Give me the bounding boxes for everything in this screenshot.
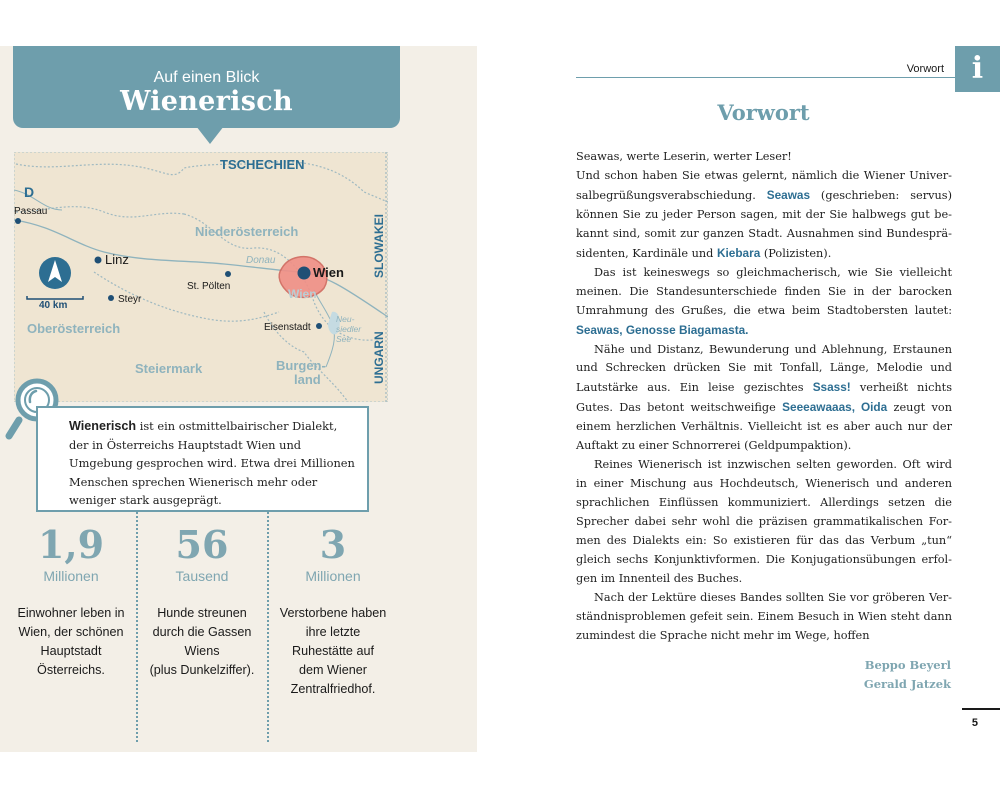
chapter-title: Vorwort — [717, 100, 810, 125]
paragraph: Seawas, werte Leserin, werter Leser! — [576, 150, 792, 163]
map-label-burgenland-1: Burgen- — [276, 358, 326, 373]
scale-bar-label: 40 km — [39, 300, 68, 311]
map-label-eisenstadt: Eisenstadt — [264, 322, 311, 333]
left-page — [0, 46, 477, 752]
stat-dogs — [137, 524, 267, 680]
stat-line: Zentralfriedhof. — [290, 682, 376, 696]
info-icon: i — [955, 46, 1000, 92]
map-label-st-poelten: St. Pölten — [187, 281, 231, 292]
stat-line: Hunde streunen — [157, 606, 247, 620]
dialect-term: Seawas — [766, 187, 811, 202]
map-label-wien-state: Wien — [288, 287, 317, 301]
stat-number: 1,9 — [37, 522, 105, 567]
stat-description — [137, 604, 267, 680]
stat-line: Hauptstadt — [40, 644, 102, 658]
page-number: 5 — [971, 717, 978, 729]
paragraph: Nach der Lektüre dieses Bandes sollten Sie vor gröberen Verständnisproblemen gefeit sein. Einem Besuch in Wien steht dann zumindest die Sprache nicht mehr im Wege, hoffen — [576, 590, 952, 642]
map-label-upper-austria: Oberösterreich — [27, 321, 121, 336]
footer-rule — [962, 708, 1000, 710]
dialect-term: Seawas, Genosse Biagamasta. — [576, 322, 749, 337]
running-head: Vorwort — [906, 63, 944, 75]
author-name: Beppo Beyerl — [864, 658, 951, 672]
stat-line: Ruhestätte auf — [292, 644, 374, 658]
stat-line: Einwohner leben in — [17, 606, 125, 620]
definition-term: Wienerisch — [69, 419, 137, 433]
stat-line: Wien, der schönen — [18, 625, 124, 639]
stat-unit: Millionen — [305, 568, 361, 584]
map-label-linz: Linz — [105, 252, 129, 267]
stat-population — [6, 524, 136, 680]
banner-pointer — [196, 126, 224, 144]
definition-text: ist ein ostmittelbairischer Dialekt, der in Österreichs Hauptstadt Wien und Umgebung gesprochen wird. Etwa drei Millionen Menschen sprechen Wienerisch mehr oder weniger stark ausgeprägt. — [69, 419, 355, 508]
map-label-wien-city: Wien — [313, 265, 344, 280]
stat-number: 56 — [175, 522, 229, 567]
stat-line: ihre letzte — [305, 625, 361, 639]
map-label-czech: TSCHECHIEN — [220, 157, 305, 172]
map-label-steyr: Steyr — [118, 294, 142, 305]
map-label-styria: Steiermark — [135, 361, 203, 376]
map-label-germany: D — [24, 184, 35, 200]
map-label-lower-austria: Niederösterreich — [195, 224, 299, 239]
stat-graves — [268, 524, 398, 699]
stat-line: Verstorbene haben — [279, 606, 387, 620]
stat-description — [268, 604, 398, 699]
stat-line: Österreichs. — [37, 663, 105, 677]
map-label-passau: Passau — [14, 206, 48, 217]
stat-number: 3 — [319, 522, 347, 567]
map-label-slovakia: SLOWAKEI — [372, 213, 386, 278]
map-label-lake-2: siedler — [336, 324, 362, 334]
dialect-term: Ssass! — [812, 380, 851, 395]
header-rule — [576, 77, 955, 78]
stat-line: durch die Gassen — [152, 625, 252, 639]
paragraph: Nähe und Distanz, Bewunderung und Ablehnung, Erstaunen und Schrecken drücken Sie mit Tonfall, Länge, Melodie und Lautstärke aus. Ein leise gezischtes Ssass! verheißt nichts Gutes. Das betont weitschweifige Seeeawaaas, Oida zeugt von einem herzlichen Verhältnis. Vielleicht ist es aber auch nur der Auftakt zu einer Schnorrerei (Geldpumpaktion). — [576, 342, 953, 453]
stat-line: (plus Dunkelziffer). — [149, 663, 255, 677]
banner-subtitle: Auf einen Blick — [153, 69, 260, 86]
stat-line: Wiens — [184, 644, 220, 658]
map-label-burgenland-2: land — [294, 372, 321, 387]
dialect-term: Seeeawaaas, Oida — [782, 400, 888, 415]
paragraph: Das ist keineswegs so gleichmacherisch, wie Sie vielleicht meinen. Die Standesunterschiede finden Sie in der barocken Umrahmung des Grußes, die etwa beim Stadtobersten lautet: Seawas, Genosse Biagamasta. — [576, 265, 952, 337]
definition-box — [36, 406, 369, 512]
map-label-lake-3: See — [336, 334, 352, 344]
foreword-body — [576, 148, 952, 646]
stat-description — [6, 604, 136, 680]
stat-line: dem Wiener — [299, 663, 367, 677]
author-name: Gerald Jatzek — [863, 677, 951, 691]
paragraph: Und schon haben Sie etwas gelernt, nämlich die Wiener Universalbegrüßungsverabschiedung. Seawas (geschrieben: servus) können Sie zu jeder Person sagen, mit der Sie halbwegs gut bekannt sind, somit zur ganzen Stadt. Ausnahmen sind Bundespräsidenten, Kardinäle und Kiebara (Polizisten). — [576, 168, 952, 260]
stat-unit: Tausend — [175, 568, 229, 584]
stat-unit: Millionen — [43, 568, 99, 584]
map-label-lake-1: Neu- — [336, 314, 355, 324]
title-banner — [13, 46, 400, 128]
map-label-donau: Donau — [246, 255, 276, 266]
austria-map — [14, 152, 388, 402]
map-label-hungary: UNGARN — [372, 331, 386, 384]
banner-title: Wienerisch — [120, 86, 293, 117]
dialect-term: Kiebara — [716, 245, 761, 260]
paragraph: Reines Wienerisch ist inzwischen selten geworden. Oft wird in einer Mischung aus Hochdeutsch, Wienerisch und anderen sprachlichen Einflüssen kommuniziert. Allerdings setzen die Sprecher dabei sehr wohl die präzisen grammatikalischen Formen des Dialekts ein: So existieren für das das Verbum „tun“ gleich sechs Konjunktivformen. Die Konjugationsübungen erfolgen im Innenteil des Buches. — [576, 458, 952, 585]
